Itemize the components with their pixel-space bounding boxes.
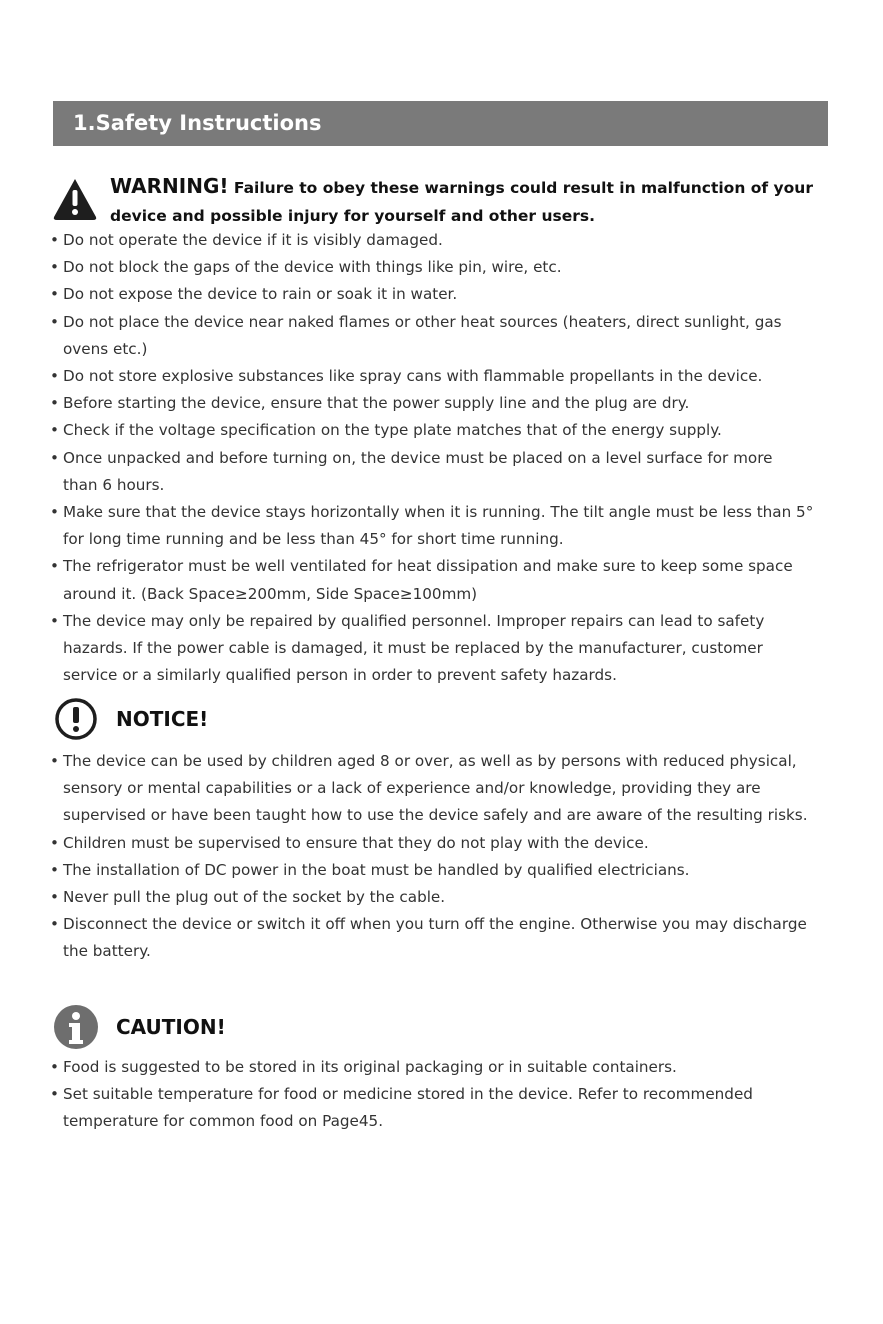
warning-block [52, 172, 842, 230]
list-item: • Never pull the plug out of the socket by the cable. [50, 884, 850, 911]
notice-heading [52, 698, 208, 740]
list-item: • Do not block the gaps of the device with things like pin, wire, etc. [50, 254, 850, 281]
caution-heading [52, 1004, 226, 1050]
warning-heading [110, 172, 842, 230]
list-item: • Before starting the device, ensure that the power supply line and the plug are dry. [50, 390, 850, 417]
warning-text-line1: Failure to obey these warnings could result in malfunction of your [228, 179, 813, 197]
caution-label: CAUTION! [116, 1015, 226, 1039]
list-item: • Children must be supervised to ensure that they do not play with the device. [50, 830, 850, 857]
list-item: • Do not store explosive substances like spray cans with flammable propellants in the device. [50, 363, 850, 390]
list-item: • Do not expose the device to rain or soak it in water. [50, 281, 850, 308]
warning-list [50, 227, 850, 689]
list-item: • Disconnect the device or switch it off when you turn off the engine. Otherwise you may discharge the battery. [50, 911, 818, 965]
list-item: • Food is suggested to be stored in its original packaging or in suitable containers. [50, 1054, 850, 1081]
list-item: • The device can be used by children aged 8 or over, as well as by persons with reduced physical, sensory or mental capabilities or a lack of experience and/or knowledge, providing they are supervised or have been taught how to use the device safely and are aware of the resulting risks. [50, 748, 818, 830]
list-item: • Check if the voltage specification on the type plate matches that of the energy supply. [50, 417, 850, 444]
notice-list [50, 748, 850, 966]
list-item: • The device may only be repaired by qualified personnel. Improper repairs can lead to safety hazards. If the power cable is damaged, it must be replaced by the manufacturer, customer service or a similarly qualified person in order to prevent safety hazards. [50, 608, 818, 690]
list-item: • Once unpacked and before turning on, the device must be placed on a level surface for more than 6 hours. [50, 445, 803, 499]
list-item: • Make sure that the device stays horizontally when it is running. The tilt angle must be less than 5° for long time running and be less than 45° for short time running. [50, 499, 833, 553]
warning-triangle-icon [52, 177, 98, 221]
caution-list [50, 1054, 850, 1136]
list-item: • Do not place the device near naked flames or other heat sources (heaters, direct sunlight, gas ovens etc.) [50, 309, 823, 363]
list-item: • Do not operate the device if it is visibly damaged. [50, 227, 850, 254]
info-circle-icon [52, 1004, 100, 1050]
warning-label: WARNING! [110, 174, 229, 198]
exclamation-circle-icon [52, 698, 100, 740]
section-title: 1.Safety Instructions [53, 101, 828, 146]
list-item: • Set suitable temperature for food or medicine stored in the device. Refer to recommended temperature for common food on Page45. [50, 1081, 848, 1135]
list-item: • The refrigerator must be well ventilated for heat dissipation and make sure to keep some space around it. (Back Space≥200mm, Side Space≥100mm) [50, 553, 823, 607]
warning-text-line2: device and possible injury for yourself and other users. [110, 207, 595, 225]
notice-label: NOTICE! [116, 707, 209, 731]
list-item: • The installation of DC power in the boat must be handled by qualified electricians. [50, 857, 850, 884]
